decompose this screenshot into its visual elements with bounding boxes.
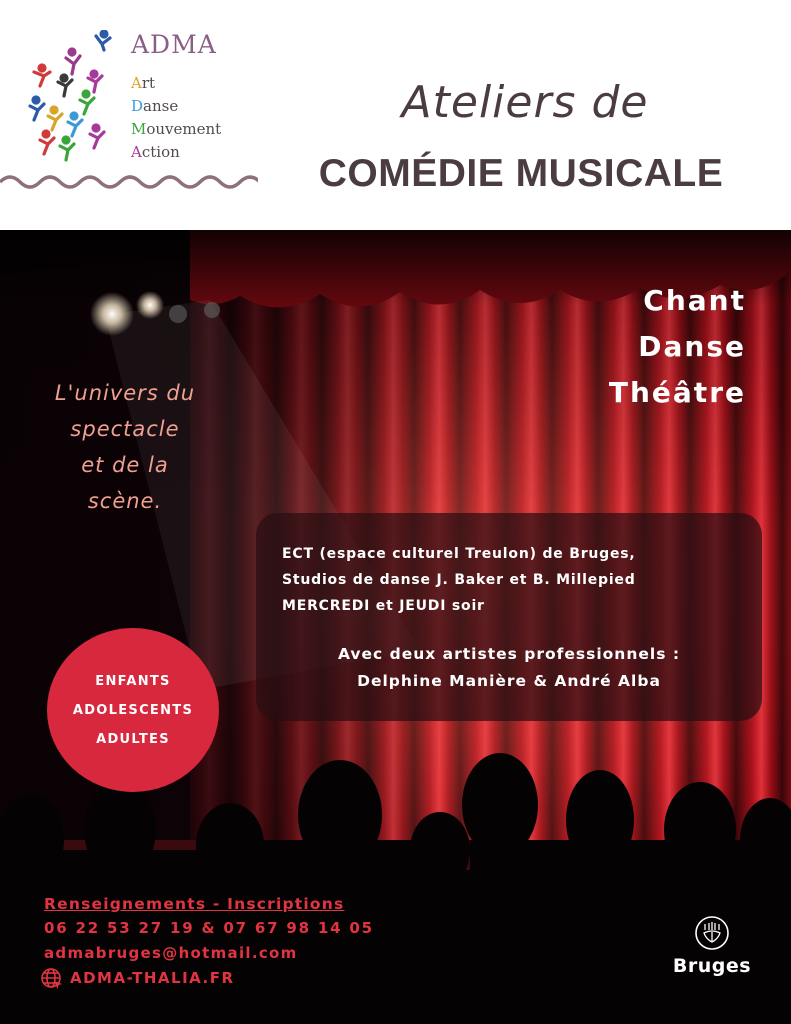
logo-word-danse <box>131 95 221 118</box>
schedule-line: MERCREDI et JEUDI soir <box>282 598 485 614</box>
tagline-line: et de la <box>81 453 169 477</box>
contact-block <box>44 892 374 991</box>
venue-line: Studios de danse J. Baker et B. Millepied <box>282 572 636 588</box>
venue-details <box>282 541 636 619</box>
globe-cursor-icon <box>40 967 64 991</box>
discipline-danse: Danse <box>638 330 746 363</box>
logo-word-rest: ction <box>141 143 180 161</box>
bruges-crest-icon <box>694 915 730 951</box>
stage-photo-section <box>0 230 791 1024</box>
contact-website-row[interactable] <box>40 966 374 991</box>
logo-word-action <box>131 141 221 164</box>
audience-adultes: ADULTES <box>96 731 170 747</box>
logo-title: ADMA <box>131 30 217 59</box>
adma-logo-dancers-icon <box>22 30 112 162</box>
audience-adolescents: ADOLESCENTS <box>72 702 194 718</box>
discipline-chant: Chant <box>643 284 746 317</box>
header <box>0 0 791 230</box>
logo-initial: D <box>131 97 144 115</box>
discipline-theatre: Théâtre <box>608 376 746 409</box>
tagline-line: scène. <box>87 489 163 513</box>
logo-initial: A <box>131 143 142 161</box>
logo-word-mouvement <box>131 118 221 141</box>
logo-acronym-words <box>131 72 221 164</box>
contact-website[interactable]: ADMA-THALIA.FR <box>70 969 235 987</box>
logo-initial: M <box>131 120 147 138</box>
contact-heading: Renseignements - Inscriptions <box>44 895 345 913</box>
bruges-logo <box>665 915 759 977</box>
bruges-name: Bruges <box>672 955 752 977</box>
audience-enfants: ENFANTS <box>95 673 171 689</box>
logo-word-rest: anse <box>143 97 179 115</box>
logo-initial: A <box>131 74 142 92</box>
tagline-line: spectacle <box>70 417 180 441</box>
venue-line: ECT (espace culturel Treulon) de Bruges, <box>282 546 636 562</box>
title-ateliers: Ateliers de <box>401 77 649 128</box>
logo-word-rest: ouvement <box>146 120 222 138</box>
info-panel <box>256 513 762 721</box>
title-comedie-musicale: COMÉDIE MUSICALE <box>318 152 724 195</box>
artists-details <box>256 641 762 695</box>
audience-badge <box>47 628 219 792</box>
wave-divider-icon <box>0 170 258 194</box>
artists-intro: Avec deux artistes professionnels : <box>337 645 681 663</box>
logo-word-art <box>131 72 221 95</box>
contact-phones[interactable]: 06 22 53 27 19 & 07 67 98 14 05 <box>44 919 374 937</box>
tagline-line: L'univers du <box>54 381 196 405</box>
tagline <box>30 375 220 519</box>
logo-word-rest: rt <box>141 74 156 92</box>
contact-email[interactable]: admabruges@hotmail.com <box>44 944 298 962</box>
artists-names: Delphine Manière & André Alba <box>357 672 661 690</box>
disciplines-list <box>609 278 746 416</box>
